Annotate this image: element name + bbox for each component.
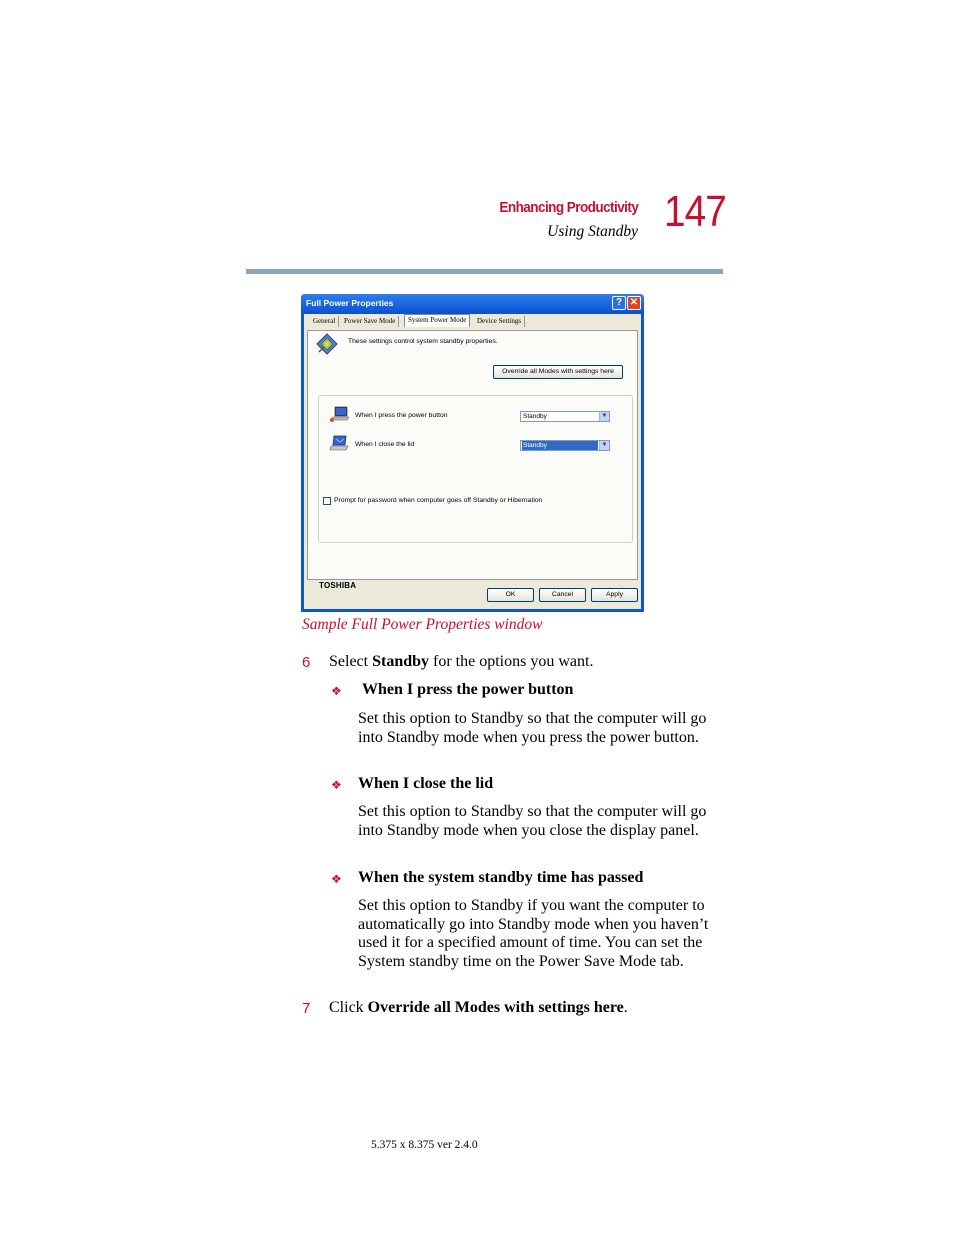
close-lid-option-label: When I close the lid bbox=[355, 441, 415, 448]
power-button-select-value: Standby bbox=[523, 413, 547, 420]
bullet-icon: ❖ bbox=[331, 684, 342, 698]
sub-item-text: Set this option to Standby so that the computer will go into Standby mode when you close the display panel. bbox=[358, 803, 707, 839]
laptop-lid-icon bbox=[329, 435, 349, 453]
page-footer: 5.375 x 8.375 ver 2.4.0 bbox=[371, 1139, 478, 1151]
step-text bbox=[329, 999, 628, 1017]
tab-general[interactable]: General bbox=[310, 316, 339, 327]
sub-item-heading: When the system standby time has passed bbox=[358, 869, 644, 886]
apply-button[interactable]: Apply bbox=[591, 588, 638, 602]
sub-item-text: Set this option to Standby if you want the computer to automatically go into Standby mode when you haven’t used it for a specified amount of time. You can set the System standby time on the Power Save Mode tab. bbox=[358, 897, 709, 970]
close-lid-select[interactable] bbox=[520, 440, 610, 451]
step-text bbox=[329, 653, 593, 671]
title-bar[interactable] bbox=[301, 294, 644, 314]
close-lid-select-value: Standby bbox=[522, 441, 598, 450]
step-suffix: . bbox=[623, 999, 628, 1016]
sub-item-heading: When I press the power button bbox=[362, 681, 574, 698]
step-suffix: for the options you want. bbox=[429, 653, 594, 670]
toshiba-logo: TOSHIBA bbox=[319, 581, 357, 590]
tab-strip bbox=[304, 314, 641, 332]
ok-button[interactable]: OK bbox=[487, 588, 534, 602]
power-button-option-label: When I press the power button bbox=[355, 412, 448, 419]
step-prefix: Click bbox=[329, 999, 368, 1016]
close-button[interactable]: ✕ bbox=[627, 296, 641, 310]
window-title: Full Power Properties bbox=[306, 298, 394, 308]
section-title: Enhancing Productivity bbox=[499, 199, 638, 216]
dialog-client-area bbox=[304, 314, 641, 609]
password-prompt-checkbox[interactable] bbox=[323, 497, 331, 505]
step-number: 7 bbox=[302, 1000, 311, 1017]
step-number: 6 bbox=[302, 654, 311, 671]
bullet-icon: ❖ bbox=[331, 872, 342, 886]
sub-item-heading: When I close the lid bbox=[358, 775, 494, 792]
header-rule bbox=[246, 269, 723, 274]
step-bold: Standby bbox=[372, 653, 430, 670]
chevron-down-icon[interactable]: ▼ bbox=[599, 412, 609, 421]
options-group bbox=[318, 395, 633, 543]
override-all-modes-button[interactable]: Override all Modes with settings here bbox=[493, 365, 623, 379]
step-bold: Override all Modes with settings here bbox=[367, 999, 624, 1016]
laptop-power-icon bbox=[329, 406, 349, 424]
power-button-select[interactable] bbox=[520, 411, 610, 422]
figure-caption: Sample Full Power Properties window bbox=[302, 616, 543, 633]
panel-description: These settings control system standby properties. bbox=[348, 338, 498, 345]
step-prefix: Select bbox=[329, 653, 373, 670]
tab-device-settings[interactable]: Device Settings bbox=[474, 316, 525, 327]
cancel-button[interactable]: Cancel bbox=[539, 588, 586, 602]
page-number: 147 bbox=[664, 187, 726, 236]
password-prompt-label: Prompt for password when computer goes off Standby or Hibernation bbox=[334, 497, 543, 504]
help-button[interactable]: ? bbox=[612, 296, 626, 310]
tab-power-save-mode[interactable]: Power Save Mode bbox=[341, 316, 399, 327]
tab-panel-system-power-mode bbox=[307, 330, 638, 590]
full-power-properties-window bbox=[301, 294, 644, 612]
system-settings-icon bbox=[316, 333, 338, 355]
bullet-icon: ❖ bbox=[331, 778, 342, 792]
chevron-down-icon[interactable]: ▼ bbox=[599, 441, 609, 450]
tab-system-power-mode[interactable]: System Power Mode bbox=[404, 314, 470, 327]
subsection-title: Using Standby bbox=[547, 223, 638, 240]
sub-item-text: Set this option to Standby so that the computer will go into Standby mode when you press the power button. bbox=[358, 710, 707, 746]
